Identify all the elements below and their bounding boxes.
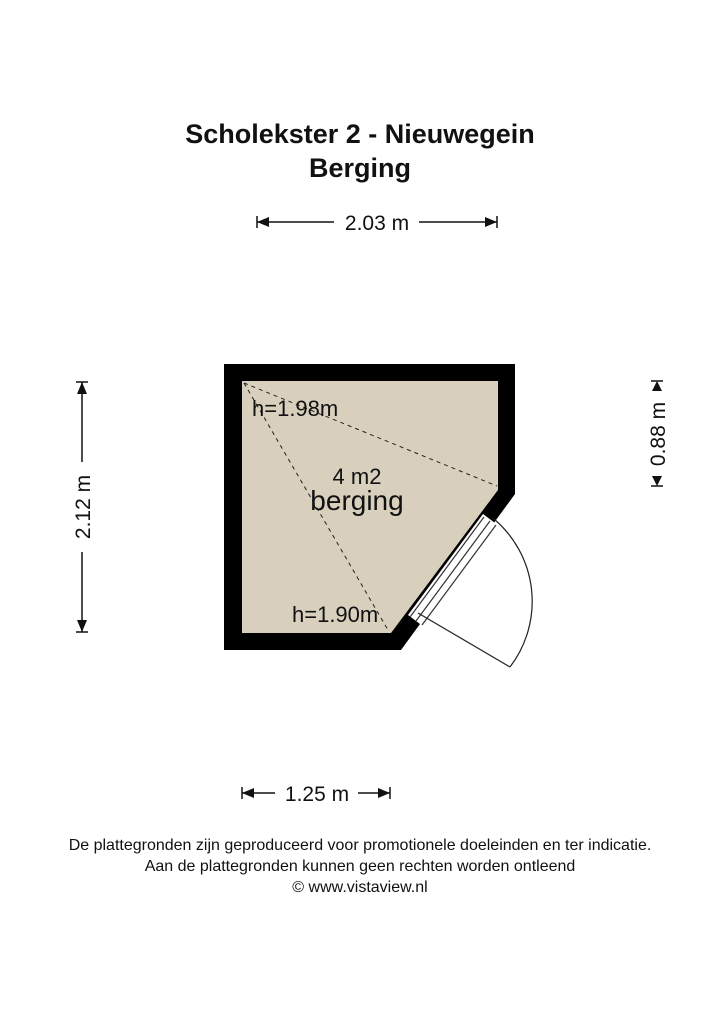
room-area: 4 m2: [332, 464, 382, 489]
dimension-bottom-label: 1.25 m: [284, 783, 350, 806]
dimension-bottom: [242, 783, 390, 806]
dimension-left: [72, 382, 95, 632]
plan-title: Scholekster 2 - Nieuwegein: [185, 119, 535, 149]
dimension-right-label: 0.88 m: [647, 401, 670, 467]
dimension-left-label: 2.12 m: [72, 474, 95, 540]
disclaimer-line-1: De plattegronden zijn geproduceerd voor promotionele doeleinden en ter indicatie.: [68, 837, 652, 854]
disclaimer-line-2: Aan de plattegronden kunnen geen rechten worden ontleend: [144, 858, 576, 875]
dimension-top-label: 2.03 m: [344, 212, 410, 235]
room-subtitle: Berging: [308, 153, 411, 183]
room-name: berging: [310, 485, 404, 516]
height-label-bottom: h=1.90m: [292, 602, 379, 627]
copyright-line: © www.vistaview.nl: [292, 879, 428, 896]
dimension-right: [647, 381, 670, 486]
height-label-top: h=1.98m: [252, 396, 339, 421]
dimension-top: [257, 212, 497, 235]
